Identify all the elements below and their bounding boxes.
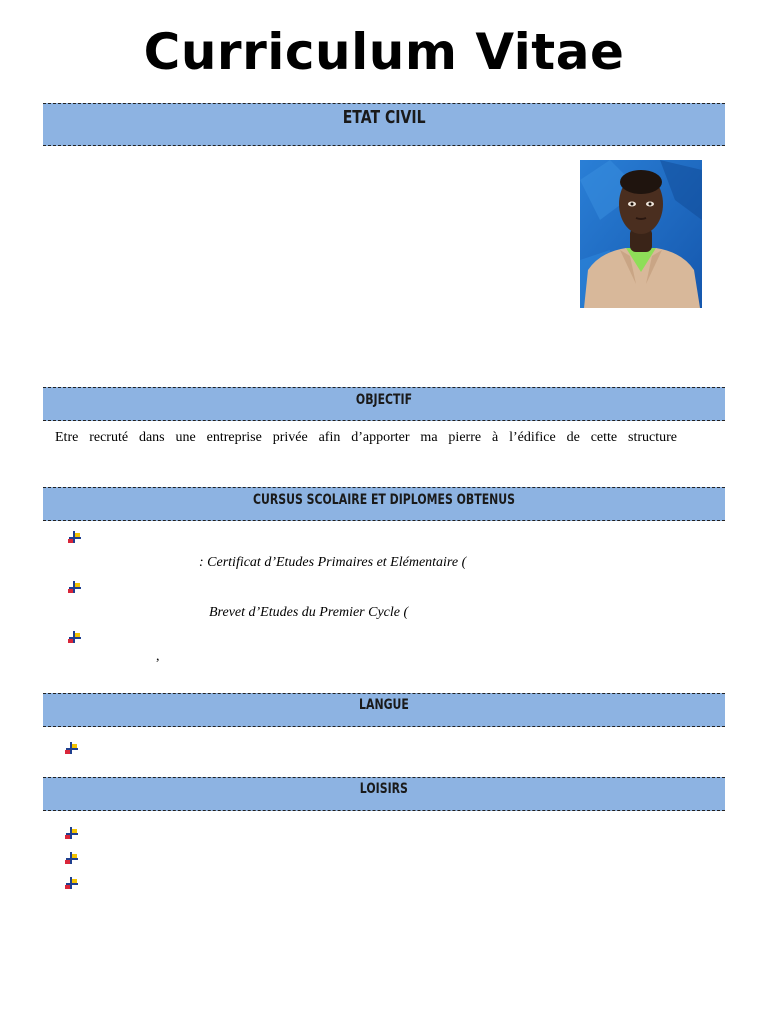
- flag-bullet-icon: [64, 852, 78, 864]
- section-header-cursus: [43, 487, 725, 521]
- section-title-etat-civil: ETAT CIVIL: [342, 107, 426, 128]
- section-header-etat-civil: [43, 103, 725, 146]
- flag-bullet-icon: [67, 631, 81, 643]
- objective-text: Etre recruté dans une entreprise privée afin d’apporter ma pierre à l’édifice de cette structure: [55, 430, 677, 445]
- flag-bullet-icon: [67, 531, 81, 543]
- flag-bullet-icon: [64, 742, 78, 754]
- section-title-objectif: OBJECTIF: [355, 392, 413, 408]
- portrait-photo: [580, 160, 702, 308]
- portrait-illustration: [580, 160, 702, 308]
- document-title: Curriculum Vitae: [143, 23, 625, 81]
- diploma-third-line: ,: [156, 649, 160, 664]
- section-title-langue: LANGUE: [359, 697, 409, 713]
- section-title-cursus: CURSUS SCOLAIRE ET DIPLOMES OBTENUS: [252, 492, 516, 508]
- flag-bullet-icon: [67, 581, 81, 593]
- section-header-objectif: [43, 387, 725, 421]
- flag-bullet-icon: [64, 877, 78, 889]
- section-header-loisirs: [43, 777, 725, 811]
- section-header-langue: [43, 693, 725, 727]
- flag-bullet-icon: [64, 827, 78, 839]
- section-title-loisirs: LOISIRS: [359, 781, 409, 797]
- diploma-cepe: : Certificat d’Etudes Primaires et Elémentaire (: [199, 555, 467, 570]
- diploma-bepc: Brevet d’Etudes du Premier Cycle (: [209, 605, 409, 620]
